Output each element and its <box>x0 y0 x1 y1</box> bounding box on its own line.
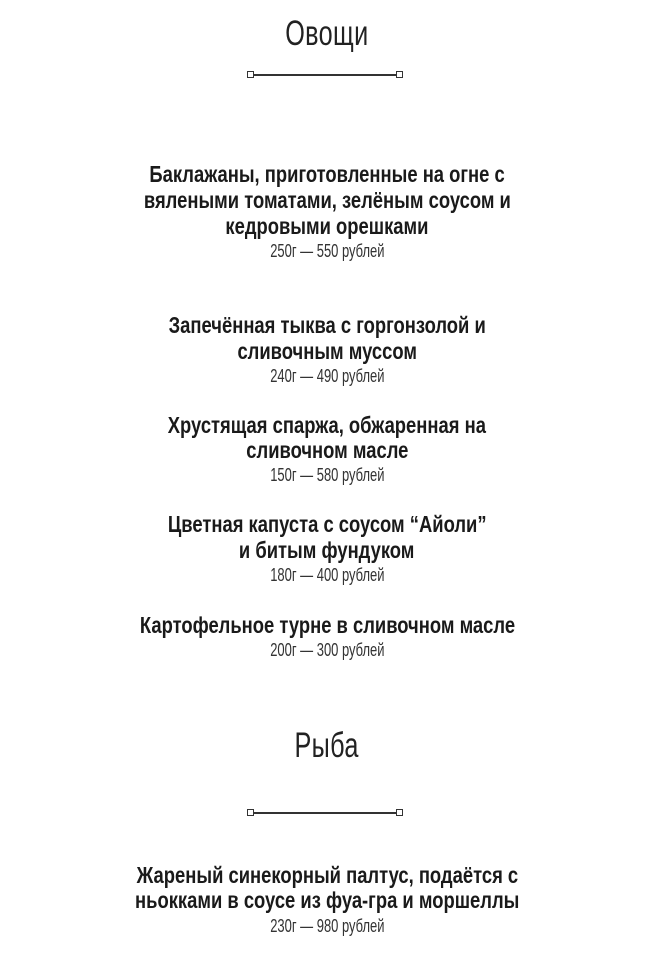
divider <box>247 71 403 79</box>
divider <box>247 809 403 817</box>
dish-title-line: Картофельное турне в сливочном масле <box>139 612 515 638</box>
dish-price: 250г — 550 рублей <box>269 241 385 261</box>
section-title-text: Овощи <box>285 14 369 53</box>
dish-title-line: Хрустящая спаржа, обжаренная на <box>167 412 487 438</box>
section-title <box>0 726 654 766</box>
dish-price: 230г — 980 рублей <box>269 916 385 936</box>
dish-title-line: Жареный синекорный палтус, подаётся с <box>136 862 518 888</box>
dish-price: 240г — 490 рублей <box>269 366 385 386</box>
dish-title-line: Баклажаны, приготовленные на огне с <box>149 161 505 187</box>
dish-price: 180г — 400 рублей <box>269 565 385 585</box>
section-title-text: Рыба <box>294 726 360 765</box>
dish-title-line: и битым фундуком <box>239 537 415 563</box>
dish-title-line: Запечённая тыква с горгонзолой и <box>168 312 486 338</box>
dish-price: 200г — 300 рублей <box>269 640 385 660</box>
dish-title-line: кедровыми орешками <box>225 213 429 239</box>
dish-title-line: сливочным муссом <box>237 338 417 364</box>
dish-title-line: Цветная капуста с соусом “Айоли” <box>167 511 487 537</box>
dish-title-line: ньокками в соусе из фуа-гра и моршеллы <box>134 887 520 913</box>
dish-price: 150г — 580 рублей <box>269 465 385 485</box>
section-title <box>0 14 654 54</box>
dish-title-line: вялеными томатами, зелёным соусом и <box>143 187 511 213</box>
dish-title-line: сливочном масле <box>245 437 409 463</box>
